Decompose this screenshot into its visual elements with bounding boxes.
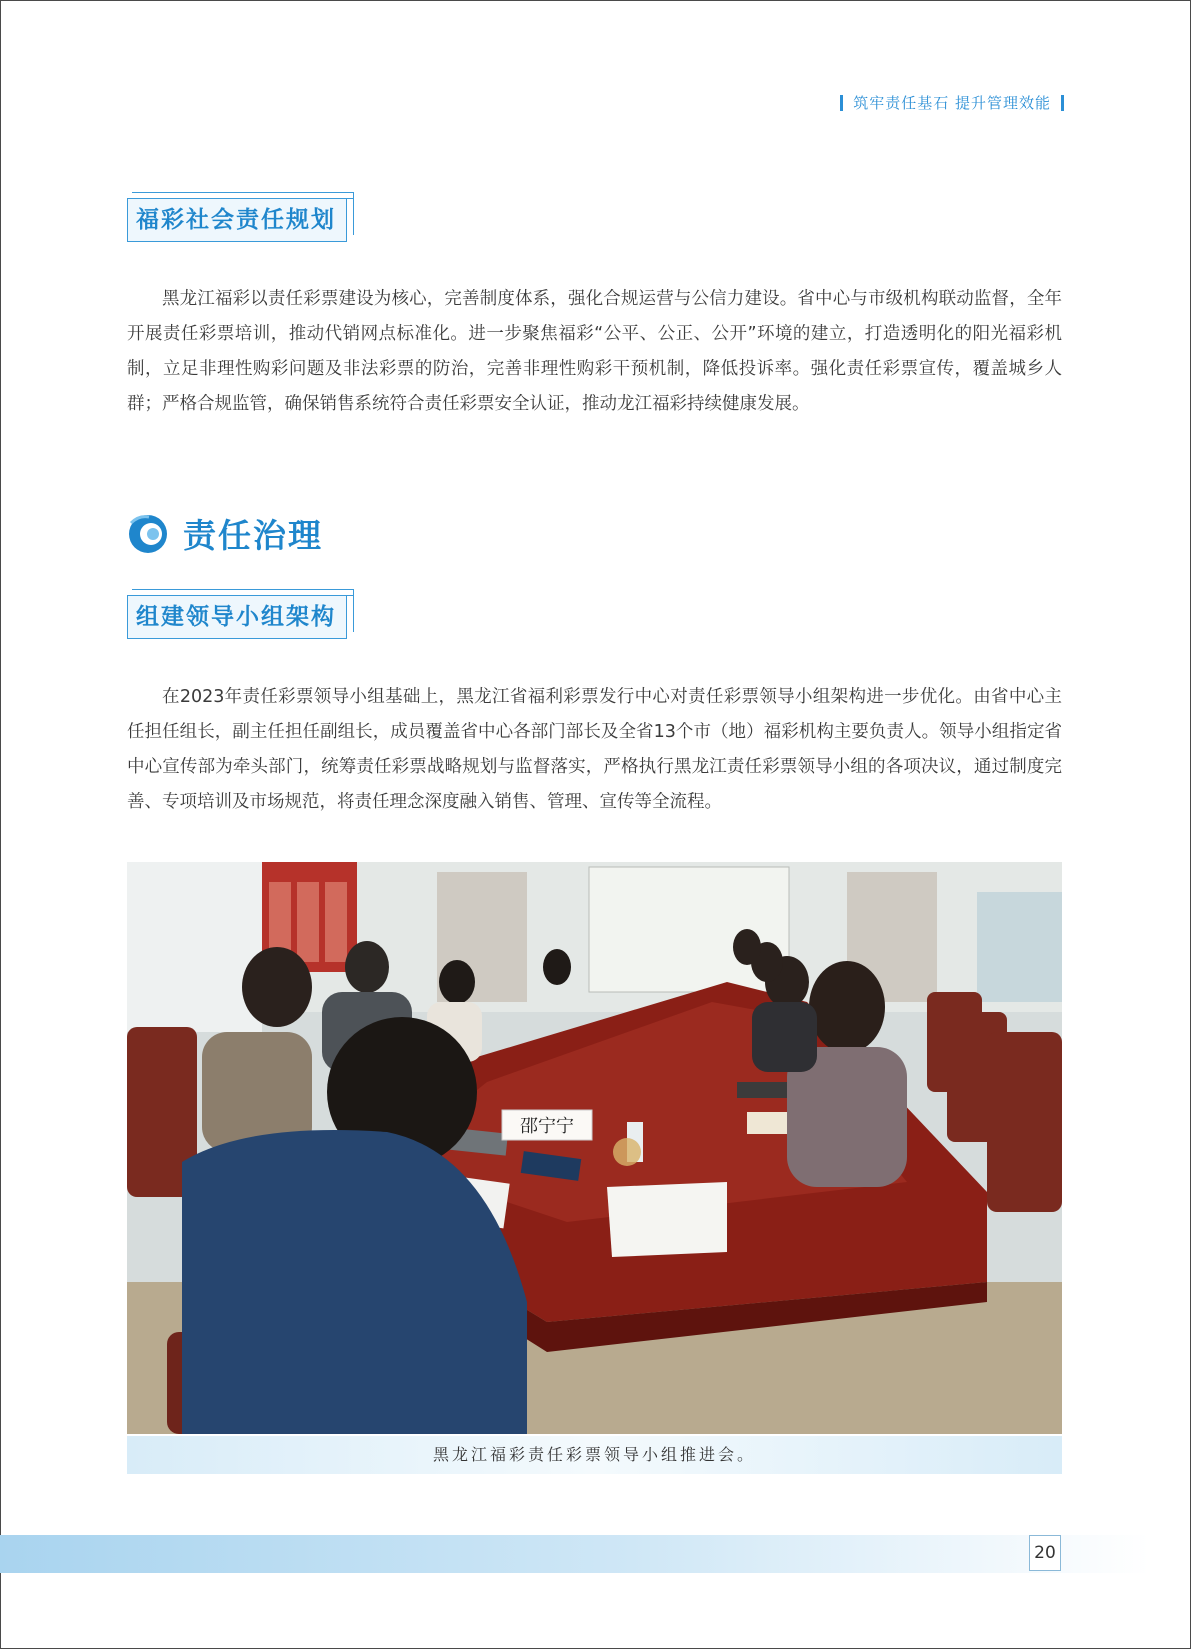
paragraph-leadership-group: 在2023年责任彩票领导小组基础上，黑龙江省福利彩票发行中心对责任彩票领导小组架构进一步优化。由省中心主任担任组长，副主任担任副组长，成员覆盖省中心各部门部长及全省13个市（地）福彩机构主要负责人。领导小组指定省中心宣传部为牵头部门，统筹责任彩票战略规划与监督落实，严格执行黑龙江责任彩票领导小组的各项决议，通过制度完善、专项培训及市场规范，将责任理念深度融入销售、管理、宣传等全流程。 xyxy=(127,687,1062,812)
divider-bar-left xyxy=(840,95,843,111)
paragraph-responsibility-plan: 黑龙江福彩以责任彩票建设为核心，完善制度体系，强化合规运营与公信力建设。省中心与市级机构联动监督，全年开展责任彩票培训，推动代销网点标准化。进一步聚焦福彩“公平、公正、公开”环境的建立，打造透明化的阳光福彩机制，立足非理性购彩问题及非法彩票的防治，完善非理性购彩干预机制，降低投诉率。强化责任彩票宣传，覆盖城乡人群；严格合规监管，确保销售系统符合责任彩票安全认证，推动龙江福彩持续健康发展。 xyxy=(127,289,1062,414)
header-tagline xyxy=(840,92,1064,113)
meeting-photo-illustration xyxy=(127,862,1062,1434)
section-title-text: 责任治理 xyxy=(183,516,323,555)
footer-band xyxy=(0,1535,1150,1573)
page-number: 20 xyxy=(1029,1535,1061,1571)
name-card-text: 邵宁宁 xyxy=(520,1116,574,1137)
section-logo-icon xyxy=(127,513,169,555)
header-tagline-text: 筑牢责任基石 提升管理效能 xyxy=(853,94,1051,112)
subheading-responsibility-plan: 福彩社会责任规划 xyxy=(127,198,347,242)
meeting-photo xyxy=(127,862,1062,1434)
subheading-leadership-group: 组建领导小组架构 xyxy=(127,595,347,639)
divider-bar-right xyxy=(1061,95,1064,111)
section-title xyxy=(127,510,323,557)
photo-caption: 黑龙江福彩责任彩票领导小组推进会。 xyxy=(127,1436,1062,1474)
